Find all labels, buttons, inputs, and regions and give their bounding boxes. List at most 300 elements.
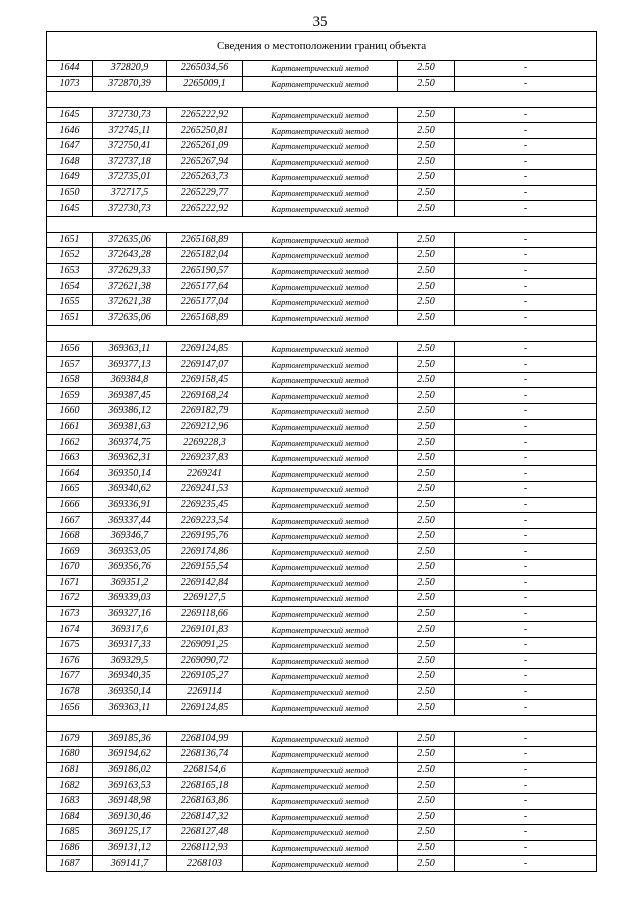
point-number-cell: 1651: [47, 310, 93, 326]
group-separator-cell: [47, 216, 597, 232]
table-row: [47, 263, 597, 279]
method-cell: Картометрический метод: [243, 435, 398, 451]
table-row: [47, 606, 597, 622]
method-cell: Картометрический метод: [243, 747, 398, 763]
accuracy-cell: 2.50: [398, 404, 455, 420]
method-cell: Картометрический метод: [243, 170, 398, 186]
accuracy-cell: 2.50: [398, 450, 455, 466]
method-cell: Картометрический метод: [243, 404, 398, 420]
table-row: [47, 388, 597, 404]
table-row: [47, 61, 597, 77]
point-number-cell: 1650: [47, 185, 93, 201]
x-coordinate-cell: 372735,01: [93, 170, 167, 186]
note-cell: -: [455, 450, 597, 466]
table-row: [47, 731, 597, 747]
method-cell: Картометрический метод: [243, 248, 398, 264]
method-cell: Картометрический метод: [243, 482, 398, 498]
y-coordinate-cell: 2265177,04: [167, 294, 243, 310]
y-coordinate-cell: 2265267,94: [167, 154, 243, 170]
accuracy-cell: 2.50: [398, 513, 455, 529]
accuracy-cell: 2.50: [398, 76, 455, 92]
note-cell: -: [455, 793, 597, 809]
note-cell: -: [455, 747, 597, 763]
x-coordinate-cell: 372717,5: [93, 185, 167, 201]
y-coordinate-cell: 2269223,54: [167, 513, 243, 529]
y-coordinate-cell: 2269174,86: [167, 544, 243, 560]
y-coordinate-cell: 2265182,04: [167, 248, 243, 264]
note-cell: -: [455, 700, 597, 716]
method-cell: Картометрический метод: [243, 809, 398, 825]
accuracy-cell: 2.50: [398, 793, 455, 809]
y-coordinate-cell: 2269195,76: [167, 528, 243, 544]
boundary-coordinates-table: [46, 31, 597, 872]
table-row: [47, 669, 597, 685]
note-cell: -: [455, 653, 597, 669]
table-row: [47, 528, 597, 544]
note-cell: -: [455, 637, 597, 653]
table-row: [47, 138, 597, 154]
method-cell: Картометрический метод: [243, 123, 398, 139]
point-number-cell: 1676: [47, 653, 93, 669]
x-coordinate-cell: 369356,76: [93, 560, 167, 576]
x-coordinate-cell: 369317,33: [93, 637, 167, 653]
table-row: [47, 170, 597, 186]
method-cell: Картометрический метод: [243, 232, 398, 248]
point-number-cell: 1673: [47, 606, 93, 622]
table-row: [47, 341, 597, 357]
table-row: [47, 622, 597, 638]
point-number-cell: 1669: [47, 544, 93, 560]
note-cell: -: [455, 248, 597, 264]
note-cell: -: [455, 513, 597, 529]
x-coordinate-cell: 369336,91: [93, 497, 167, 513]
y-coordinate-cell: 2268154,6: [167, 762, 243, 778]
group-separator-row: [47, 92, 597, 108]
table-row: [47, 232, 597, 248]
point-number-cell: 1663: [47, 450, 93, 466]
method-cell: Картометрический метод: [243, 419, 398, 435]
x-coordinate-cell: 369381,63: [93, 419, 167, 435]
x-coordinate-cell: 372870,39: [93, 76, 167, 92]
method-cell: Картометрический метод: [243, 372, 398, 388]
x-coordinate-cell: 372629,33: [93, 263, 167, 279]
accuracy-cell: 2.50: [398, 528, 455, 544]
y-coordinate-cell: 2265168,89: [167, 310, 243, 326]
y-coordinate-cell: 2269124,85: [167, 341, 243, 357]
x-coordinate-cell: 369337,44: [93, 513, 167, 529]
x-coordinate-cell: 369384,8: [93, 372, 167, 388]
y-coordinate-cell: 2268165,18: [167, 778, 243, 794]
note-cell: -: [455, 294, 597, 310]
table-row: [47, 637, 597, 653]
table-row: [47, 279, 597, 295]
y-coordinate-cell: 2265177,64: [167, 279, 243, 295]
accuracy-cell: 2.50: [398, 154, 455, 170]
table-row: [47, 123, 597, 139]
note-cell: -: [455, 622, 597, 638]
group-separator-row: [47, 216, 597, 232]
accuracy-cell: 2.50: [398, 482, 455, 498]
point-number-cell: 1672: [47, 591, 93, 607]
table-row: [47, 560, 597, 576]
point-number-cell: 1674: [47, 622, 93, 638]
point-number-cell: 1684: [47, 809, 93, 825]
note-cell: -: [455, 341, 597, 357]
accuracy-cell: 2.50: [398, 388, 455, 404]
x-coordinate-cell: 369340,35: [93, 669, 167, 685]
accuracy-cell: 2.50: [398, 341, 455, 357]
accuracy-cell: 2.50: [398, 201, 455, 217]
table-row: [47, 404, 597, 420]
y-coordinate-cell: 2269155,54: [167, 560, 243, 576]
note-cell: -: [455, 809, 597, 825]
point-number-cell: 1655: [47, 294, 93, 310]
x-coordinate-cell: 369185,36: [93, 731, 167, 747]
x-coordinate-cell: 372730,73: [93, 201, 167, 217]
x-coordinate-cell: 369141,7: [93, 856, 167, 872]
method-cell: Картометрический метод: [243, 560, 398, 576]
note-cell: -: [455, 762, 597, 778]
accuracy-cell: 2.50: [398, 232, 455, 248]
y-coordinate-cell: 2269158,45: [167, 372, 243, 388]
x-coordinate-cell: 372635,06: [93, 310, 167, 326]
x-coordinate-cell: 369186,02: [93, 762, 167, 778]
x-coordinate-cell: 372730,73: [93, 107, 167, 123]
note-cell: -: [455, 528, 597, 544]
note-cell: -: [455, 778, 597, 794]
method-cell: Картометрический метод: [243, 61, 398, 77]
accuracy-cell: 2.50: [398, 840, 455, 856]
note-cell: -: [455, 170, 597, 186]
method-cell: Картометрический метод: [243, 466, 398, 482]
point-number-cell: 1678: [47, 684, 93, 700]
table-row: [47, 840, 597, 856]
point-number-cell: 1683: [47, 793, 93, 809]
table-row: [47, 747, 597, 763]
table-row: [47, 185, 597, 201]
page-number: 35: [312, 14, 328, 30]
accuracy-cell: 2.50: [398, 372, 455, 388]
method-cell: Картометрический метод: [243, 653, 398, 669]
method-cell: Картометрический метод: [243, 138, 398, 154]
accuracy-cell: 2.50: [398, 419, 455, 435]
table-row: [47, 154, 597, 170]
y-coordinate-cell: 2269118,66: [167, 606, 243, 622]
point-number-cell: 1647: [47, 138, 93, 154]
accuracy-cell: 2.50: [398, 637, 455, 653]
x-coordinate-cell: 369125,17: [93, 825, 167, 841]
accuracy-cell: 2.50: [398, 700, 455, 716]
note-cell: -: [455, 731, 597, 747]
x-coordinate-cell: 372820,9: [93, 61, 167, 77]
point-number-cell: 1686: [47, 840, 93, 856]
point-number-cell: 1653: [47, 263, 93, 279]
method-cell: Картометрический метод: [243, 107, 398, 123]
note-cell: -: [455, 482, 597, 498]
y-coordinate-cell: 2269241,53: [167, 482, 243, 498]
table-row: [47, 76, 597, 92]
x-coordinate-cell: 369130,46: [93, 809, 167, 825]
x-coordinate-cell: 369363,11: [93, 341, 167, 357]
y-coordinate-cell: 2269212,96: [167, 419, 243, 435]
table-title-row: [47, 32, 597, 61]
x-coordinate-cell: 369340,62: [93, 482, 167, 498]
x-coordinate-cell: 369148,98: [93, 793, 167, 809]
group-separator-cell: [47, 715, 597, 731]
accuracy-cell: 2.50: [398, 778, 455, 794]
note-cell: -: [455, 279, 597, 295]
accuracy-cell: 2.50: [398, 669, 455, 685]
y-coordinate-cell: 2269168,24: [167, 388, 243, 404]
accuracy-cell: 2.50: [398, 762, 455, 778]
note-cell: -: [455, 107, 597, 123]
note-cell: -: [455, 856, 597, 872]
note-cell: -: [455, 232, 597, 248]
y-coordinate-cell: 2269182,79: [167, 404, 243, 420]
method-cell: Картометрический метод: [243, 793, 398, 809]
x-coordinate-cell: 369329,5: [93, 653, 167, 669]
accuracy-cell: 2.50: [398, 560, 455, 576]
note-cell: -: [455, 185, 597, 201]
note-cell: -: [455, 669, 597, 685]
method-cell: Картометрический метод: [243, 279, 398, 295]
accuracy-cell: 2.50: [398, 138, 455, 154]
note-cell: -: [455, 154, 597, 170]
method-cell: Картометрический метод: [243, 856, 398, 872]
note-cell: -: [455, 404, 597, 420]
point-number-cell: 1073: [47, 76, 93, 92]
point-number-cell: 1660: [47, 404, 93, 420]
y-coordinate-cell: 2268136,74: [167, 747, 243, 763]
method-cell: Картометрический метод: [243, 450, 398, 466]
accuracy-cell: 2.50: [398, 294, 455, 310]
method-cell: Картометрический метод: [243, 669, 398, 685]
x-coordinate-cell: 369194,62: [93, 747, 167, 763]
point-number-cell: 1646: [47, 123, 93, 139]
table-row: [47, 825, 597, 841]
point-number-cell: 1680: [47, 747, 93, 763]
accuracy-cell: 2.50: [398, 248, 455, 264]
point-number-cell: 1666: [47, 497, 93, 513]
method-cell: Картометрический метод: [243, 528, 398, 544]
accuracy-cell: 2.50: [398, 653, 455, 669]
y-coordinate-cell: 2265034,56: [167, 61, 243, 77]
point-number-cell: 1687: [47, 856, 93, 872]
accuracy-cell: 2.50: [398, 263, 455, 279]
method-cell: Картометрический метод: [243, 606, 398, 622]
method-cell: Картометрический метод: [243, 497, 398, 513]
note-cell: -: [455, 357, 597, 373]
y-coordinate-cell: 2265222,92: [167, 201, 243, 217]
accuracy-cell: 2.50: [398, 466, 455, 482]
method-cell: Картометрический метод: [243, 201, 398, 217]
note-cell: -: [455, 560, 597, 576]
table-row: [47, 575, 597, 591]
y-coordinate-cell: 2269228,3: [167, 435, 243, 451]
method-cell: Картометрический метод: [243, 637, 398, 653]
accuracy-cell: 2.50: [398, 357, 455, 373]
point-number-cell: 1661: [47, 419, 93, 435]
accuracy-cell: 2.50: [398, 497, 455, 513]
y-coordinate-cell: 2269237,83: [167, 450, 243, 466]
y-coordinate-cell: 2265263,73: [167, 170, 243, 186]
group-separator-row: [47, 326, 597, 342]
point-number-cell: 1648: [47, 154, 93, 170]
x-coordinate-cell: 369339,03: [93, 591, 167, 607]
method-cell: Картометрический метод: [243, 263, 398, 279]
method-cell: Картометрический метод: [243, 840, 398, 856]
method-cell: Картометрический метод: [243, 310, 398, 326]
method-cell: Картометрический метод: [243, 778, 398, 794]
table-row: [47, 513, 597, 529]
note-cell: -: [455, 840, 597, 856]
point-number-cell: 1668: [47, 528, 93, 544]
note-cell: -: [455, 419, 597, 435]
note-cell: -: [455, 591, 597, 607]
table-title: Сведения о местоположении границ объекта: [47, 32, 597, 61]
y-coordinate-cell: 2265250,81: [167, 123, 243, 139]
table-row: [47, 856, 597, 872]
y-coordinate-cell: 2268104,99: [167, 731, 243, 747]
point-number-cell: 1645: [47, 201, 93, 217]
note-cell: -: [455, 123, 597, 139]
accuracy-cell: 2.50: [398, 61, 455, 77]
table-row: [47, 419, 597, 435]
note-cell: -: [455, 497, 597, 513]
point-number-cell: 1675: [47, 637, 93, 653]
method-cell: Картометрический метод: [243, 622, 398, 638]
y-coordinate-cell: 2269105,27: [167, 669, 243, 685]
method-cell: Картометрический метод: [243, 575, 398, 591]
y-coordinate-cell: 2265222,92: [167, 107, 243, 123]
method-cell: Картометрический метод: [243, 731, 398, 747]
note-cell: -: [455, 466, 597, 482]
note-cell: -: [455, 684, 597, 700]
x-coordinate-cell: 372737,18: [93, 154, 167, 170]
table-row: [47, 201, 597, 217]
y-coordinate-cell: 2268127,48: [167, 825, 243, 841]
note-cell: -: [455, 76, 597, 92]
x-coordinate-cell: 369346,7: [93, 528, 167, 544]
method-cell: Картометрический метод: [243, 684, 398, 700]
note-cell: -: [455, 372, 597, 388]
x-coordinate-cell: 372643,28: [93, 248, 167, 264]
accuracy-cell: 2.50: [398, 575, 455, 591]
y-coordinate-cell: 2268163,86: [167, 793, 243, 809]
method-cell: Картометрический метод: [243, 544, 398, 560]
table-row: [47, 653, 597, 669]
point-number-cell: 1654: [47, 279, 93, 295]
y-coordinate-cell: 2265190,57: [167, 263, 243, 279]
point-number-cell: 1656: [47, 341, 93, 357]
accuracy-cell: 2.50: [398, 544, 455, 560]
accuracy-cell: 2.50: [398, 279, 455, 295]
accuracy-cell: 2.50: [398, 310, 455, 326]
y-coordinate-cell: 2268147,32: [167, 809, 243, 825]
note-cell: -: [455, 138, 597, 154]
y-coordinate-cell: 2269142,84: [167, 575, 243, 591]
table-row: [47, 435, 597, 451]
y-coordinate-cell: 2269114: [167, 684, 243, 700]
point-number-cell: 1662: [47, 435, 93, 451]
table-row: [47, 107, 597, 123]
table-row: [47, 497, 597, 513]
x-coordinate-cell: 372750,41: [93, 138, 167, 154]
x-coordinate-cell: 372621,38: [93, 294, 167, 310]
x-coordinate-cell: 369353,05: [93, 544, 167, 560]
group-separator-row: [47, 715, 597, 731]
point-number-cell: 1651: [47, 232, 93, 248]
accuracy-cell: 2.50: [398, 731, 455, 747]
table-row: [47, 793, 597, 809]
point-number-cell: 1685: [47, 825, 93, 841]
method-cell: Картометрический метод: [243, 357, 398, 373]
note-cell: -: [455, 575, 597, 591]
table-body: [47, 32, 597, 872]
table-row: [47, 248, 597, 264]
table-row: [47, 700, 597, 716]
method-cell: Картометрический метод: [243, 388, 398, 404]
x-coordinate-cell: 369327,16: [93, 606, 167, 622]
x-coordinate-cell: 369377,13: [93, 357, 167, 373]
table-row: [47, 762, 597, 778]
table-row: [47, 450, 597, 466]
x-coordinate-cell: 369387,45: [93, 388, 167, 404]
point-number-cell: 1670: [47, 560, 93, 576]
note-cell: -: [455, 435, 597, 451]
accuracy-cell: 2.50: [398, 123, 455, 139]
note-cell: -: [455, 263, 597, 279]
table-row: [47, 778, 597, 794]
point-number-cell: 1667: [47, 513, 93, 529]
x-coordinate-cell: 369386,12: [93, 404, 167, 420]
point-number-cell: 1671: [47, 575, 93, 591]
note-cell: -: [455, 606, 597, 622]
note-cell: -: [455, 201, 597, 217]
x-coordinate-cell: 369363,11: [93, 700, 167, 716]
note-cell: -: [455, 61, 597, 77]
x-coordinate-cell: 369350,14: [93, 684, 167, 700]
point-number-cell: 1679: [47, 731, 93, 747]
x-coordinate-cell: 372745,11: [93, 123, 167, 139]
y-coordinate-cell: 2269124,85: [167, 700, 243, 716]
y-coordinate-cell: 2269101,83: [167, 622, 243, 638]
point-number-cell: 1664: [47, 466, 93, 482]
group-separator-cell: [47, 326, 597, 342]
table-row: [47, 544, 597, 560]
accuracy-cell: 2.50: [398, 170, 455, 186]
y-coordinate-cell: 2269127,5: [167, 591, 243, 607]
table-row: [47, 591, 597, 607]
x-coordinate-cell: 369374,75: [93, 435, 167, 451]
accuracy-cell: 2.50: [398, 825, 455, 841]
point-number-cell: 1659: [47, 388, 93, 404]
accuracy-cell: 2.50: [398, 435, 455, 451]
table-row: [47, 310, 597, 326]
x-coordinate-cell: 369351,2: [93, 575, 167, 591]
y-coordinate-cell: 2269241: [167, 466, 243, 482]
y-coordinate-cell: 2265261,09: [167, 138, 243, 154]
point-number-cell: 1658: [47, 372, 93, 388]
accuracy-cell: 2.50: [398, 591, 455, 607]
note-cell: -: [455, 388, 597, 404]
x-coordinate-cell: 372621,38: [93, 279, 167, 295]
method-cell: Картометрический метод: [243, 513, 398, 529]
point-number-cell: 1652: [47, 248, 93, 264]
accuracy-cell: 2.50: [398, 107, 455, 123]
accuracy-cell: 2.50: [398, 856, 455, 872]
y-coordinate-cell: 2268112,93: [167, 840, 243, 856]
